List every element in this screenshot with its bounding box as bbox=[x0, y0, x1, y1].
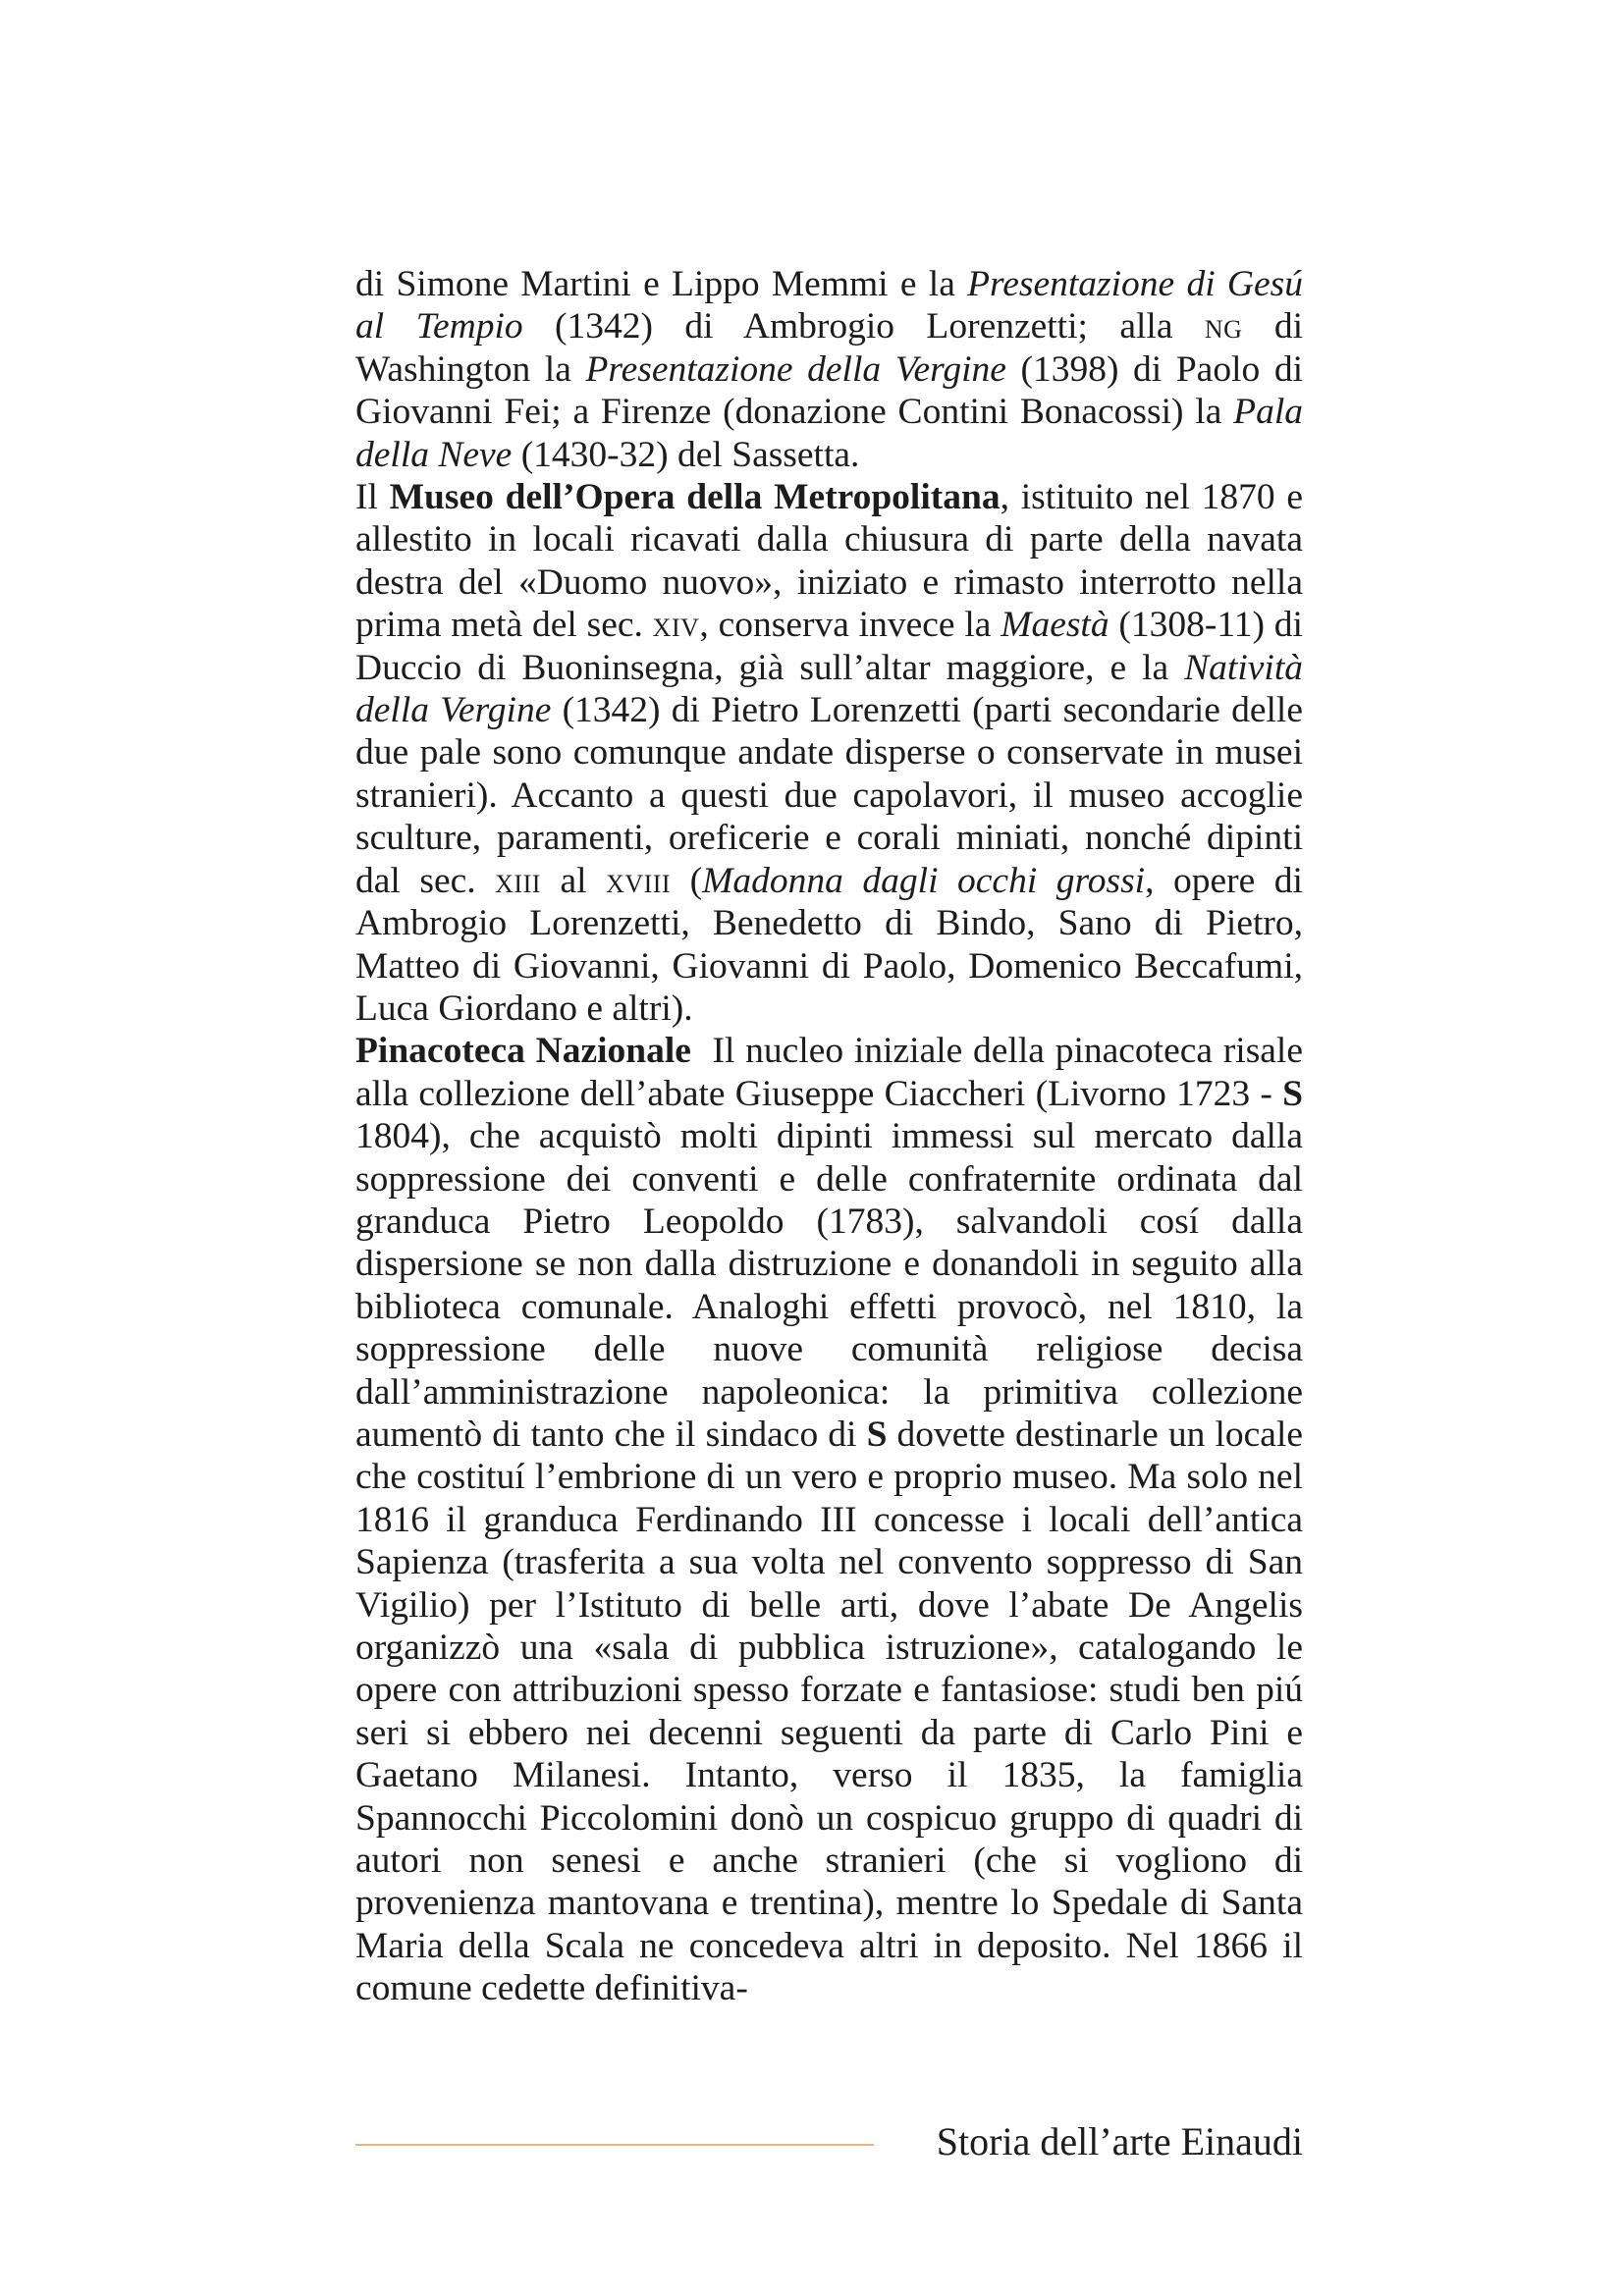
p2-italic-title: Natività della Vergine bbox=[355, 647, 1303, 731]
p2-roman-numeral: xiii bbox=[495, 860, 541, 901]
p2-text: Il bbox=[355, 477, 390, 518]
p3-text: dovette destinarle un locale che costituí l’embrione di un vero e proprio museo. Ma solo nel 1816 il granduca Ferdinando III concesse i locali dell’antica Sapienza (trasferita a sua volta nel convento soppresso di San Vigilio) per l’Istituto di belle arti, dove l’abate De Angelis organizzò una «sala di pubblica istruzione», catalogando le opere con attribuzioni spesso forzate e fantasiose: studi ben piú seri si ebbero nei decenni seguenti da parte di Carlo Pini e Gaetano Milanesi. Intanto, verso il 1835, la famiglia Spannocchi Piccolomini donò un cospicuo gruppo di quadri di autori non senesi e anche stranieri (che si vogliono di provenienza mantovana e trentina), mentre lo Spedale di Santa Maria della Scala ne concedeva altri in deposito. Nel 1866 il comune cedette definitiva- bbox=[355, 1414, 1304, 2009]
p2-text: , istituito nel 1870 e allestito in locali ricavati dalla chiusura di parte della navata destra del «Duomo nuovo», iniziato e rimasto interrotto nella prima metà del sec. bbox=[355, 477, 1303, 646]
p1-text: di Simone Martini e Lippo Memmi e la bbox=[355, 264, 968, 304]
footer-title: Storia dell’arte Einaudi bbox=[936, 2119, 1303, 2163]
p1-italic-title: Presentazione della Vergine bbox=[585, 348, 1006, 390]
p3-bold-heading: Pinacoteca Nazionale bbox=[355, 1031, 691, 1072]
p2-text: al bbox=[540, 860, 607, 901]
p2-text: ( bbox=[671, 860, 703, 901]
p3-text: 1804), che acquistò molti dipinti immessi sul mercato dalla soppressione dei conventi e delle confraternite ordinata dal granduca Pietro Leopoldo (1783), salvandoli cosí dalla dispersione se non dalla distruzione e donandoli in seguito alla biblioteca comunale. Analoghi effetti provocò, nel 1810, la soppressione delle nuove comunità religiose decisa dall’amministrazione napoleonica: la primitiva collezione aumentò di tanto che il sindaco di bbox=[355, 1116, 1303, 1455]
p1-italic-title: Pala della Neve bbox=[355, 392, 1303, 475]
paragraph-1 bbox=[355, 263, 1303, 476]
p2-roman-numeral: xiv bbox=[652, 605, 700, 646]
p2-italic-title: Madonna dagli occhi grossi bbox=[702, 860, 1146, 901]
body-text bbox=[355, 263, 1313, 2010]
p2-italic-title: Maestà bbox=[1001, 605, 1109, 646]
p2-text: , conserva invece la bbox=[699, 605, 1001, 646]
paragraph-3 bbox=[355, 1030, 1313, 2009]
p2-bold-heading: Museo dell’Opera della Metropolitana bbox=[389, 477, 1001, 518]
p1-text: (1342) di Ambrogio Lorenzetti; alla bbox=[522, 306, 1205, 347]
p1-text: (1430-32) del Sassetta. bbox=[512, 434, 860, 475]
p2-text: (1308-11) di Duccio di Buoninsegna, già sull’altar maggiore, e la bbox=[355, 605, 1303, 688]
p1-text: (1398) di Paolo di Giovanni Fei; a Firenze (donazione Contini Bonacossi) la bbox=[355, 348, 1304, 433]
p1-abbreviation: ng bbox=[1204, 306, 1243, 347]
p3-bold-abbreviation: S bbox=[866, 1414, 888, 1455]
p1-text: di Washington la bbox=[355, 306, 1303, 390]
p2-roman-numeral: xviii bbox=[606, 860, 672, 901]
p1-italic-title: Presentazione di Gesú al Tempio bbox=[355, 264, 1303, 347]
p3-text: Il nucleo iniziale della pinacoteca risale alla collezione dell’abate Giuseppe Ciaccheri (Livorno 1723 - bbox=[355, 1031, 1313, 1114]
paragraph-2 bbox=[355, 476, 1303, 1030]
p2-text: , opere di Ambrogio Lorenzetti, Benedetto di Bindo, Sano di Pietro, Matteo di Giovanni, Giovanni di Paolo, Domenico Beccafumi, Luca Giordano e altri). bbox=[355, 860, 1303, 1029]
p3-bold-abbreviation: S bbox=[1282, 1073, 1303, 1114]
p2-text: (1342) di Pietro Lorenzetti (parti secondarie delle due pale sono comunque andate disperse o conservate in musei stranieri). Accanto a questi due capolavori, il museo accoglie sculture, paramenti, oreficerie e corali miniati, nonché dipinti dal sec. bbox=[355, 690, 1303, 901]
footer-rule bbox=[355, 2144, 874, 2146]
